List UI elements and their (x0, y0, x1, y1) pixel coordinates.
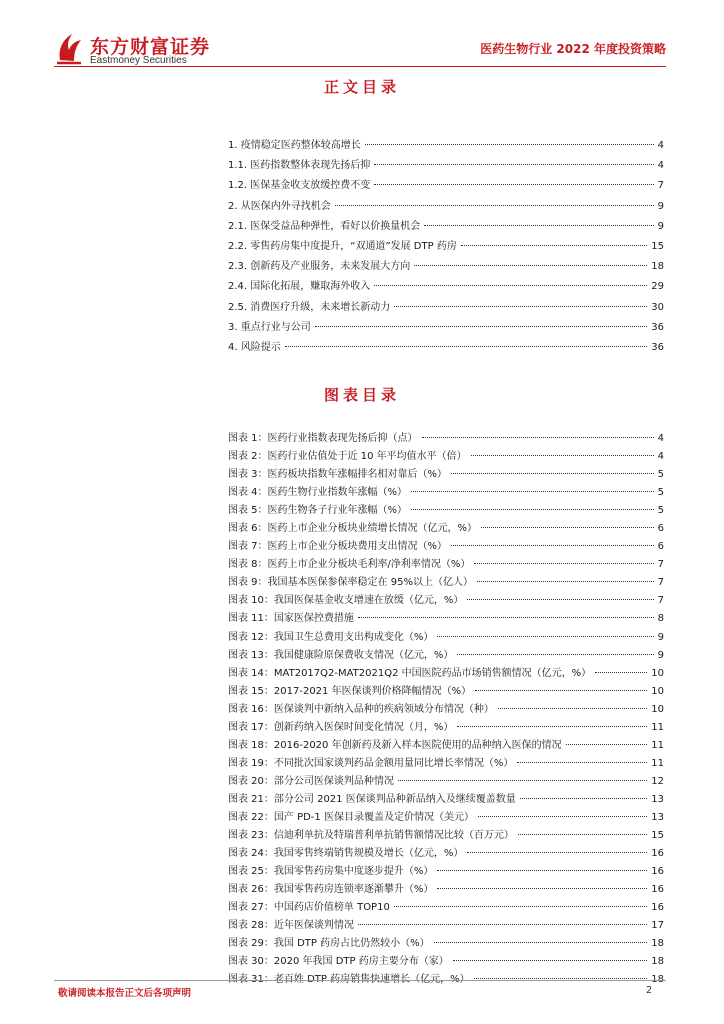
toc-entry-label: 2.1. 医保受益品种弹性，看好以价换量机会 (228, 220, 421, 232)
toc-entry-page: 29 (651, 281, 664, 293)
figure-entry-label: 图表 2：医药行业估值处于近 10 年平均值水平（倍） (228, 451, 467, 463)
figure-entry-label: 图表 21：部分公司 2021 医保谈判品种新品纳入及继续覆盖数量 (228, 793, 516, 805)
toc-entry-page: 30 (651, 301, 664, 313)
figure-entry-page: 18 (651, 974, 664, 986)
figure-entry-page: 16 (651, 902, 664, 914)
figure-entry[interactable] (228, 827, 664, 845)
figure-entry[interactable] (228, 701, 664, 719)
dot-leader (414, 265, 647, 266)
figure-entry-page: 11 (651, 739, 664, 751)
figure-entry-label: 图表 10：我国医保基金收支增速在放缓（亿元，%） (228, 595, 464, 607)
toc-entry-label: 2.5. 消费医疗升级，未来增长新动力 (228, 301, 391, 313)
dot-leader (285, 346, 648, 347)
dot-leader (457, 654, 653, 655)
figure-entry-label: 图表 26：我国零售药房连锁率逐渐攀升（%） (228, 884, 434, 896)
figure-entry[interactable] (228, 610, 664, 628)
figure-entry-page: 5 (657, 505, 664, 517)
figure-entry[interactable] (228, 791, 664, 809)
figure-entry[interactable] (228, 466, 664, 484)
dot-leader (374, 164, 653, 165)
toc-entry-label: 4. 风险提示 (228, 341, 281, 353)
figure-entry-page: 5 (657, 487, 664, 499)
figure-entry-label: 图表 16：医保谈判中新纳入品种的疾病领域分布情况（种） (228, 703, 494, 715)
figure-entry-page: 11 (651, 721, 664, 733)
figure-entry[interactable] (228, 647, 664, 665)
figure-entry-label: 图表 23：信迪利单抗及特瑞普利单抗销售额情况比较（百万元） (228, 830, 514, 842)
figures-list (228, 430, 664, 989)
figure-entry[interactable] (228, 574, 664, 592)
dot-leader (478, 816, 647, 817)
toc-entry[interactable] (228, 217, 664, 237)
figure-entry-label: 图表 19：不同批次国家谈判药品金额用量同比增长率情况（%） (228, 757, 514, 769)
dot-leader (518, 834, 647, 835)
figure-entry[interactable] (228, 737, 664, 755)
figure-entry-page: 16 (651, 848, 664, 860)
toc-entry-page: 4 (657, 160, 664, 172)
figure-entry-page: 12 (651, 775, 664, 787)
figure-entry[interactable] (228, 809, 664, 827)
figure-entry[interactable] (228, 520, 664, 538)
dot-leader (335, 205, 654, 206)
figure-entry-page: 18 (651, 956, 664, 968)
dot-leader (595, 672, 647, 673)
dot-leader (394, 306, 647, 307)
dot-leader (422, 437, 654, 438)
toc-entry[interactable] (228, 176, 664, 196)
figure-entry[interactable] (228, 502, 664, 520)
figure-entry[interactable] (228, 881, 664, 899)
figure-entry-page: 10 (651, 685, 664, 697)
figure-entry-page: 17 (651, 920, 664, 932)
figure-entry-page: 9 (657, 631, 664, 643)
dot-leader (424, 225, 653, 226)
page-header (0, 0, 724, 76)
figure-entry-label: 图表 7：医药上市企业分板块费用支出情况（%） (228, 541, 448, 553)
dot-leader (365, 144, 654, 145)
figure-entry-label: 图表 20：部分公司医保谈判品种情况 (228, 775, 394, 787)
dot-leader (434, 942, 648, 943)
figure-entry[interactable] (228, 773, 664, 791)
toc-entry-page: 15 (651, 240, 664, 252)
figure-entry-label: 图表 30：2020 年我国 DTP 药房主要分布（家） (228, 956, 449, 968)
dot-leader (411, 491, 654, 492)
figure-entry[interactable] (228, 719, 664, 737)
dot-leader (481, 527, 654, 528)
dot-leader (394, 906, 647, 907)
figure-entry[interactable] (228, 917, 664, 935)
figure-entry-label: 图表 8：医药上市企业分板块毛利率/净利率情况（%） (228, 559, 471, 571)
figure-entry-label: 图表 1：医药行业指数表现先扬后抑（点） (228, 433, 418, 444)
figure-entry-page: 13 (651, 793, 664, 805)
figure-entry-label: 图表 12：我国卫生总费用支出构成变化（%） (228, 631, 434, 643)
figure-entry-page: 16 (651, 884, 664, 896)
report-title: 医药生物行业 2022 年度投资策略 (480, 42, 666, 56)
dot-leader (453, 960, 648, 961)
toc-entry-page: 18 (651, 261, 664, 273)
figure-entry[interactable] (228, 484, 664, 502)
toc-entry[interactable] (228, 156, 664, 176)
figure-entry[interactable] (228, 863, 664, 881)
figure-entry-page: 7 (657, 595, 664, 607)
toc-entry-page: 4 (657, 140, 664, 151)
dot-leader (467, 599, 653, 600)
toc-entry[interactable] (228, 237, 664, 257)
figure-entry-page: 7 (657, 559, 664, 571)
disclaimer-note: 敬请阅读本报告正文后各项声明 (58, 988, 192, 999)
figure-entry[interactable] (228, 556, 664, 574)
figure-entry[interactable] (228, 448, 664, 466)
dot-leader (457, 726, 647, 727)
dot-leader (461, 245, 647, 246)
figure-entry-page: 18 (651, 938, 664, 950)
figure-entry-label: 图表 13：我国健康险原保费收支情况（亿元，%） (228, 649, 454, 661)
toc-entry-page: 9 (657, 220, 664, 232)
toc-entry[interactable] (228, 277, 664, 297)
dot-leader (374, 285, 647, 286)
dot-leader (437, 888, 647, 889)
dot-leader (566, 744, 648, 745)
header-divider (54, 66, 666, 67)
figure-entry-label: 图表 27：中国药店价值榜单 TOP10 (228, 902, 390, 914)
figure-entry-page: 8 (657, 613, 664, 625)
toc-entry-label: 1.2. 医保基金收支放缓控费不变 (228, 180, 371, 192)
figure-entry-page: 10 (651, 667, 664, 679)
figure-entry-label: 图表 22：国产 PD-1 医保目录覆盖及定价情况（美元） (228, 811, 474, 823)
figure-entry-page: 6 (657, 523, 664, 535)
brand-name: 东方财富证券 (90, 36, 211, 58)
dot-leader (374, 184, 653, 185)
figure-entry[interactable] (228, 935, 664, 953)
dot-leader (520, 798, 648, 799)
toc-title: 正文目录 (323, 78, 400, 96)
figure-entry-page: 10 (651, 703, 664, 715)
figure-entry-page: 4 (657, 451, 664, 463)
figure-entry-label: 图表 3：医药板块指数年涨幅排名相对靠后（%） (228, 469, 448, 481)
figure-entry[interactable] (228, 538, 664, 556)
toc-entry-label: 1. 疫情稳定医药整体较高增长 (228, 140, 361, 151)
toc-entry[interactable] (228, 318, 664, 338)
figure-entry-page: 7 (657, 577, 664, 589)
figure-entry-label: 图表 14：MAT2017Q2-MAT2021Q2 中国医院药品市场销售额情况（亿元，%） (228, 667, 592, 679)
dot-leader (475, 690, 647, 691)
toc-entry[interactable] (228, 257, 664, 277)
figure-entry-label: 图表 5：医药生物各子行业年涨幅（%） (228, 505, 408, 517)
dot-leader (498, 708, 647, 709)
dot-leader (517, 762, 647, 763)
toc-entry[interactable] (228, 136, 664, 156)
dot-leader (411, 509, 654, 510)
footer-divider (54, 980, 666, 981)
toc-entry-label: 2.2. 零售药房集中度提升，“双通道”发展 DTP 药房 (228, 240, 457, 252)
figure-entry-page: 6 (657, 541, 664, 553)
dot-leader (471, 455, 654, 456)
figure-entry[interactable] (228, 845, 664, 863)
figure-entry-label: 图表 18：2016-2020 年创新药及新入样本医院使用的品种纳入医保的情况 (228, 739, 562, 751)
figure-entry-label: 图表 29：我国 DTP 药房占比仍然较小（%） (228, 938, 430, 950)
figure-entry-page: 15 (651, 830, 664, 842)
dot-leader (315, 326, 648, 327)
page-number: 2 (645, 985, 652, 996)
figure-entry-label: 图表 28：近年医保谈判情况 (228, 920, 354, 932)
figure-entry-label: 图表 24：我国零售终端销售规模及增长（亿元，%） (228, 848, 464, 860)
dot-leader (467, 852, 647, 853)
eastmoney-logo-icon (54, 30, 84, 66)
figure-entry-label: 图表 15：2017-2021 年医保谈判价格降幅情况（%） (228, 685, 472, 697)
figure-entry[interactable] (228, 755, 664, 773)
toc-entry-label: 2. 从医保内外寻找机会 (228, 200, 331, 212)
figure-entry[interactable] (228, 592, 664, 610)
toc-entry[interactable] (228, 338, 664, 358)
figure-entry-label: 图表 25：我国零售药房集中度逐步提升（%） (228, 866, 434, 878)
figure-entry-label: 图表 4：医药生物行业指数年涨幅（%） (228, 487, 408, 499)
figure-entry-label: 图表 6：医药上市企业分板块业绩增长情况（亿元，%） (228, 523, 478, 535)
toc-entry-label: 2.3. 创新药及产业服务，未来发展大方向 (228, 261, 411, 273)
toc-entry-label: 2.4. 国际化拓展，赚取海外收入 (228, 281, 371, 293)
dot-leader (451, 545, 654, 546)
toc-list (228, 136, 664, 358)
figure-entry[interactable] (228, 665, 664, 683)
toc-entry-page: 9 (657, 200, 664, 212)
toc-entry[interactable] (228, 197, 664, 217)
figure-entry-label: 图表 17：创新药纳入医保时间变化情况（月，%） (228, 721, 454, 733)
toc-entry[interactable] (228, 298, 664, 318)
toc-entry-label: 3. 重点行业与公司 (228, 321, 311, 333)
figure-entry-page: 16 (651, 866, 664, 878)
figure-entry-label: 图表 11：国家医保控费措施 (228, 613, 354, 625)
figure-entry-label: 图表 31：老百姓 DTP 药房销售快速增长（亿元，%） (228, 974, 470, 986)
figure-entry[interactable] (228, 430, 664, 448)
figure-entry[interactable] (228, 629, 664, 647)
dot-leader (437, 636, 653, 637)
dot-leader (437, 870, 647, 871)
toc-entry-page: 7 (657, 180, 664, 192)
dot-leader (358, 924, 647, 925)
brand-name-english: Eastmoney Securities (90, 55, 187, 66)
dot-leader (358, 617, 654, 618)
toc-entry-page: 36 (651, 341, 664, 353)
figure-entry-label: 图表 9：我国基本医保参保率稳定在 95%以上（亿人） (228, 577, 473, 589)
dot-leader (477, 581, 654, 582)
dot-leader (398, 780, 647, 781)
figure-entry-page: 4 (657, 433, 664, 444)
dot-leader (474, 563, 653, 564)
toc-entry-label: 1.1. 医药指数整体表现先扬后抑 (228, 160, 371, 172)
figure-entry[interactable] (228, 953, 664, 971)
figures-title: 图表目录 (323, 386, 400, 404)
figure-entry-page: 11 (651, 757, 664, 769)
figure-entry[interactable] (228, 899, 664, 917)
figure-entry-page: 5 (657, 469, 664, 481)
figure-entry-page: 9 (657, 649, 664, 661)
figure-entry-page: 13 (651, 811, 664, 823)
toc-entry-page: 36 (651, 321, 664, 333)
figure-entry[interactable] (228, 683, 664, 701)
dot-leader (451, 473, 654, 474)
